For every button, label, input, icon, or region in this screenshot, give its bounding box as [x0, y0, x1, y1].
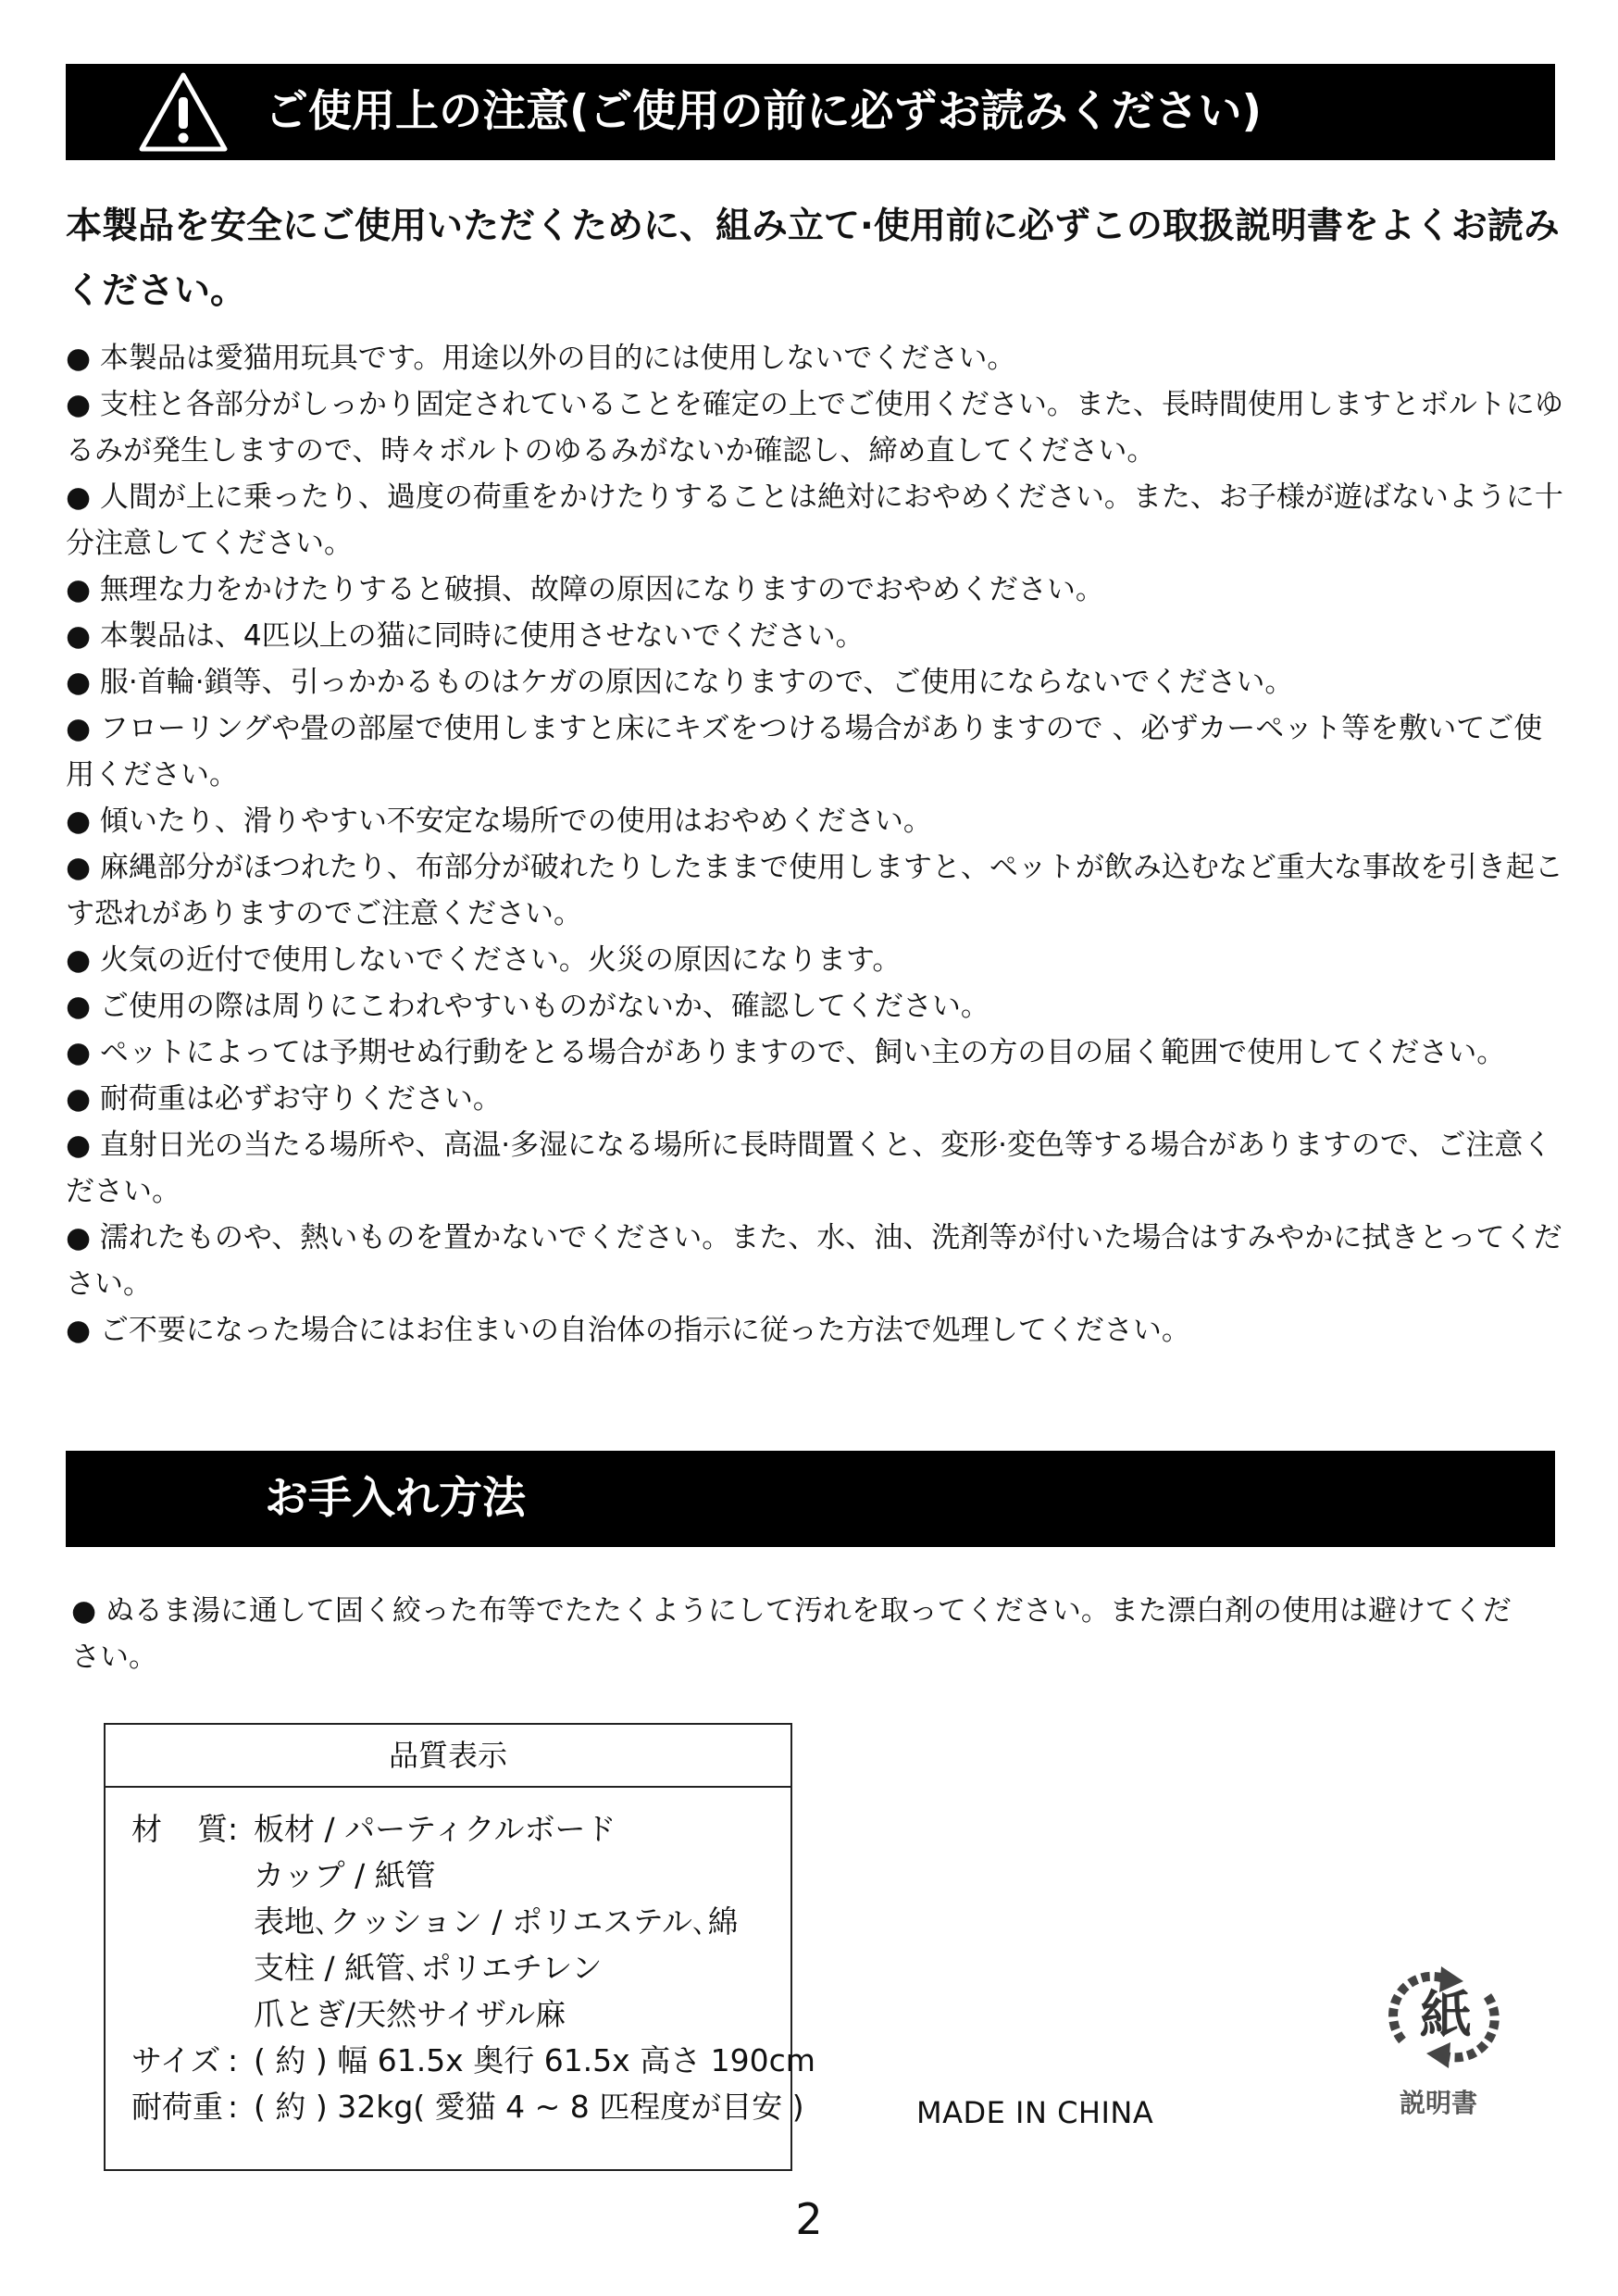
list-item: ● 本製品は愛猫用玩具です。用途以外の目的には使用しないでください。 — [66, 342, 1016, 375]
list-item: ● ペットによっては予期せぬ行動をとる場合がありますので、飼い主の方の目の届く範囲で使用してください。 — [66, 1036, 1506, 1069]
material-line: 支柱 / 紙管､ポリエチレン — [254, 1950, 603, 1986]
list-item: ● 服·首輪·鎖等、引っかかるものはケガの原因になりますので、ご使用にならないでください。 — [66, 666, 1294, 699]
size-row — [131, 2038, 815, 2084]
material-line: 板材 / パーティクルボード — [254, 1811, 616, 1847]
caution-header-bar — [66, 64, 1555, 160]
list-item: ● 直射日光の当たる場所や、高温·多湿になる場所に長時間置くと、変形·変色等する場合がありますので、ご注意ください。 — [66, 1129, 1552, 1208]
quality-heading: 品質表示 — [106, 1725, 790, 1788]
colon: : — [228, 2042, 239, 2078]
list-item: ● 麻縄部分がほつれたり、布部分が破れたりしたままで使用しますと、ペットが飲み込むなど重大な事故を引き起こす恐れがありますのでご注意ください。 — [66, 851, 1563, 930]
list-item: ● 無理な力をかけたりすると破損、故障の原因になりますのでおやめください。 — [66, 573, 1104, 606]
made-in-text: MADE IN CHINA — [916, 2095, 1154, 2130]
material-line: カップ / 紙管 — [254, 1857, 436, 1893]
colon: : — [228, 1811, 239, 1847]
size-value: ( 約 ) 幅 61.5x 奥行 61.5x 高さ 190cm — [254, 2042, 815, 2078]
size-label: サイズ — [131, 2042, 221, 2078]
warning-triangle-icon — [138, 71, 229, 153]
care-header-bar — [66, 1451, 1555, 1547]
paper-recycle-icon — [1375, 1961, 1513, 2072]
list-item: ● 濡れたものや、熱いものを置かないでください。また、水、油、洗剤等が付いた場合はすみやかに拭きとってください。 — [66, 1221, 1562, 1301]
list-item: ● 耐荷重は必ずお守りください。 — [66, 1082, 502, 1116]
list-item: ● ご不要になった場合にはお住まいの自治体の指示に従った方法で処理してください。 — [66, 1314, 1190, 1347]
list-item: ● 人間が上に乗ったり、過度の荷重をかけたりすることは絶対におやめください。また、お子様が遊ばないように十分注意してください。 — [66, 480, 1563, 560]
colon: : — [228, 2089, 239, 2125]
list-item: ● ご使用の際は周りにこわれやすいものがないか、確認してください。 — [66, 990, 989, 1023]
load-value: ( 約 ) 32kg( 愛猫 4 ~ 8 匹程度が目安 ) — [254, 2089, 804, 2125]
list-item: ● 支柱と各部分がしっかり固定されていることを確定の上でご使用ください。また、長時間使用しますとボルトにゆるみが発生しますので、時々ボルトのゆるみがないか確認し、締め直してください。 — [66, 388, 1563, 468]
caution-title: ご使用上の注意(ご使用の前に必ずお読みください) — [265, 86, 1262, 137]
list-item: ● フローリングや畳の部屋で使用しますと床にキズをつける場合がありますので 、必ずカーペット等を敷いてご使用ください。 — [66, 712, 1543, 792]
material-line: 表地､クッション / ポリエステル､綿 — [254, 1903, 739, 1940]
page-number: 2 — [795, 2194, 823, 2244]
caution-list — [66, 335, 1565, 1354]
list-item: ● 傾いたり、滑りやすい不安定な場所での使用はおやめください。 — [66, 805, 932, 838]
intro-text: 本製品を安全にご使用いただくために、組み立て·使用前に必ずこの取扱説明書をよくお読みください。 — [66, 206, 1560, 312]
list-item: ● 本製品は、4匹以上の猫に同時に使用させないでください。 — [66, 619, 865, 653]
load-label: 耐荷重 — [131, 2089, 223, 2125]
list-item: ● 火気の近付で使用しないでください。火災の原因になります。 — [66, 943, 902, 977]
recycle-mark-text: 紙 — [1420, 1986, 1472, 2046]
material-row — [131, 1806, 815, 1853]
material-line: 爪とぎ/天然サイザル麻 — [254, 1996, 566, 2032]
quality-body — [131, 1806, 815, 2130]
material-label: 材 質 — [131, 1811, 228, 1847]
recycle-label: 説明書 — [1400, 2088, 1478, 2118]
care-title: お手入れ方法 — [265, 1473, 526, 1524]
quality-label-box — [104, 1723, 815, 2171]
load-row — [131, 2084, 815, 2130]
care-text: ● ぬるま湯に通して固く絞った布等でたたくようにして汚れを取ってください。また漂白剤の使用は避けてください。 — [71, 1594, 1512, 1674]
